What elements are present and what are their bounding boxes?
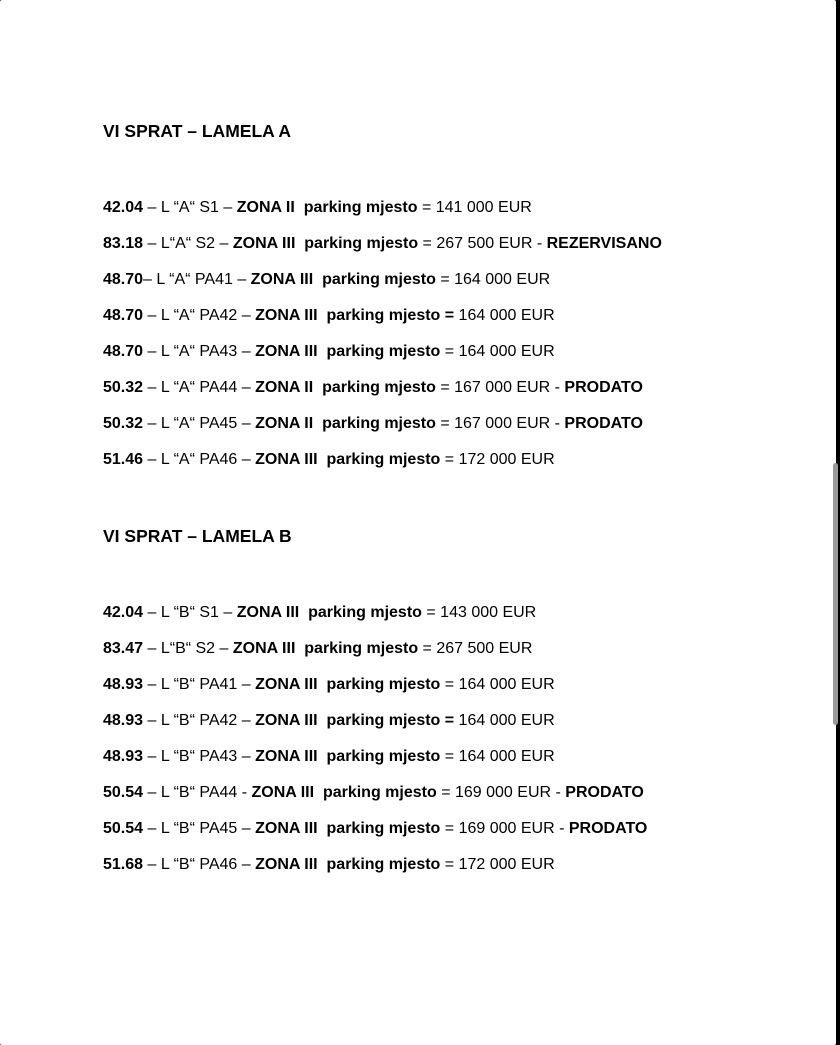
parking-label: parking mjesto: [326, 856, 441, 873]
price: = 141 000 EUR: [417, 199, 532, 216]
price: = 267 500 EUR -: [418, 235, 547, 252]
price: = 167 000 EUR -: [435, 415, 565, 432]
zone: ZONA III: [255, 748, 318, 765]
price: = 164 000 EUR: [435, 271, 551, 288]
listing-row: [103, 818, 836, 854]
area: 50.54: [103, 784, 144, 801]
spacer: [318, 451, 327, 468]
area: 83.47: [103, 640, 144, 657]
listing-row: [103, 638, 836, 674]
zone: ZONA III: [255, 307, 318, 324]
status-label: PRODATO: [568, 820, 648, 837]
unit-code: – L “B“ PA42 –: [143, 712, 256, 729]
unit-code: – L “A“ PA41 –: [143, 271, 251, 288]
zone: ZONA III: [236, 604, 300, 621]
parking-label: parking mjesto: [322, 379, 436, 396]
zone: ZONA III: [255, 820, 318, 837]
parking-label: parking mjesto: [304, 640, 419, 657]
listing-row: [103, 674, 836, 710]
listing-row: [103, 305, 836, 341]
listing-row: [103, 746, 836, 782]
listing-rows: [103, 602, 836, 890]
unit-code: – L “A“ S1 –: [143, 199, 237, 216]
spacer: [318, 748, 327, 765]
area: 83.18: [103, 235, 144, 252]
price: = 172 000 EUR: [440, 451, 555, 468]
area: 48.93: [103, 712, 144, 729]
spacer: [295, 199, 304, 216]
area: 50.54: [103, 820, 144, 837]
parking-label: parking mjesto: [322, 784, 437, 801]
parking-label: parking mjesto: [326, 820, 441, 837]
spacer: [318, 820, 327, 837]
parking-label: parking mjesto =: [326, 307, 455, 324]
spacer: [314, 784, 323, 801]
spacer: [318, 676, 327, 693]
spacer: [299, 604, 308, 621]
listing-row: [103, 449, 836, 485]
zone: ZONA III: [255, 676, 318, 693]
status-label: PRODATO: [565, 784, 644, 801]
listing-row: [103, 854, 836, 890]
unit-code: – L “A“ PA43 –: [143, 343, 256, 360]
area: 48.93: [103, 676, 144, 693]
price: = 169 000 EUR -: [436, 784, 566, 801]
unit-code: – L “A“ PA42 –: [143, 307, 256, 324]
zone: ZONA III: [251, 784, 315, 801]
spacer: [295, 640, 304, 657]
parking-label: parking mjesto: [326, 451, 441, 468]
spacer: [295, 235, 304, 252]
zone: ZONA II: [255, 379, 314, 396]
unit-code: – L “B“ S1 –: [143, 604, 237, 621]
unit-code: – L “B“ PA45 –: [143, 820, 256, 837]
spacer: [318, 343, 327, 360]
listing-row: [103, 197, 836, 233]
listing-row: [103, 710, 836, 746]
parking-label: parking mjesto: [304, 235, 419, 252]
unit-code: – L“B“ S2 –: [143, 640, 233, 657]
unit-code: – L“A“ S2 –: [143, 235, 233, 252]
parking-label: parking mjesto: [326, 343, 441, 360]
area: 50.32: [103, 415, 144, 432]
listing-row: [103, 341, 836, 377]
spacer: [313, 415, 322, 432]
section-title: VI SPRAT – LAMELA A: [103, 121, 291, 141]
area: 51.68: [103, 856, 144, 873]
parking-label: parking mjesto =: [326, 712, 455, 729]
price: 164 000 EUR: [454, 307, 555, 324]
spacer: [313, 379, 322, 396]
section-lamela-b: [103, 525, 836, 890]
area: 50.32: [103, 379, 144, 396]
area: 48.70: [103, 271, 144, 288]
zone: ZONA II: [255, 415, 314, 432]
unit-code: – L “A“ PA45 –: [143, 415, 256, 432]
unit-code: – L “B“ PA46 –: [143, 856, 256, 873]
area: 42.04: [103, 604, 144, 621]
zone: ZONA III: [255, 712, 318, 729]
zone: ZONA III: [232, 235, 296, 252]
parking-label: parking mjesto: [326, 748, 441, 765]
spacer: [318, 307, 327, 324]
zone: ZONA II: [236, 199, 295, 216]
area: 51.46: [103, 451, 144, 468]
price: 164 000 EUR: [454, 712, 555, 729]
spacer: [313, 271, 322, 288]
area: 48.70: [103, 307, 144, 324]
unit-code: – L “B“ PA43 –: [143, 748, 256, 765]
section-lamela-a: [103, 120, 836, 485]
section-title: VI SPRAT – LAMELA B: [103, 526, 292, 546]
status-label: REZERVISANO: [546, 235, 662, 252]
spacer: [318, 856, 327, 873]
listing-row: [103, 377, 836, 413]
area: 42.04: [103, 199, 144, 216]
status-label: PRODATO: [564, 379, 643, 396]
price: = 143 000 EUR: [421, 604, 537, 621]
spacer: [318, 712, 327, 729]
price: = 167 000 EUR -: [435, 379, 565, 396]
zone: ZONA III: [250, 271, 314, 288]
scrollbar[interactable]: [833, 463, 838, 725]
zone: ZONA III: [255, 451, 318, 468]
parking-label: parking mjesto: [303, 199, 418, 216]
unit-code: – L “B“ PA44 -: [143, 784, 252, 801]
price: = 164 000 EUR: [440, 343, 555, 360]
price: = 172 000 EUR: [440, 856, 555, 873]
listing-rows: [103, 197, 836, 485]
unit-code: – L “A“ PA46 –: [143, 451, 256, 468]
listing-row: [103, 233, 836, 269]
listing-row: [103, 413, 836, 449]
price: = 164 000 EUR: [440, 676, 555, 693]
price: = 169 000 EUR -: [440, 820, 569, 837]
zone: ZONA III: [255, 343, 318, 360]
listing-row: [103, 269, 836, 305]
zone: ZONA III: [255, 856, 318, 873]
status-label: PRODATO: [564, 415, 643, 432]
zone: ZONA III: [232, 640, 296, 657]
area: 48.93: [103, 748, 144, 765]
parking-label: parking mjesto: [322, 271, 436, 288]
listing-row: [103, 782, 836, 818]
price: = 164 000 EUR: [440, 748, 555, 765]
parking-label: parking mjesto: [326, 676, 441, 693]
unit-code: – L “B“ PA41 –: [143, 676, 256, 693]
unit-code: – L “A“ PA44 –: [143, 379, 256, 396]
parking-label: parking mjesto: [308, 604, 422, 621]
parking-label: parking mjesto: [322, 415, 436, 432]
area: 48.70: [103, 343, 144, 360]
listing-row: [103, 602, 836, 638]
price: = 267 500 EUR: [418, 640, 533, 657]
